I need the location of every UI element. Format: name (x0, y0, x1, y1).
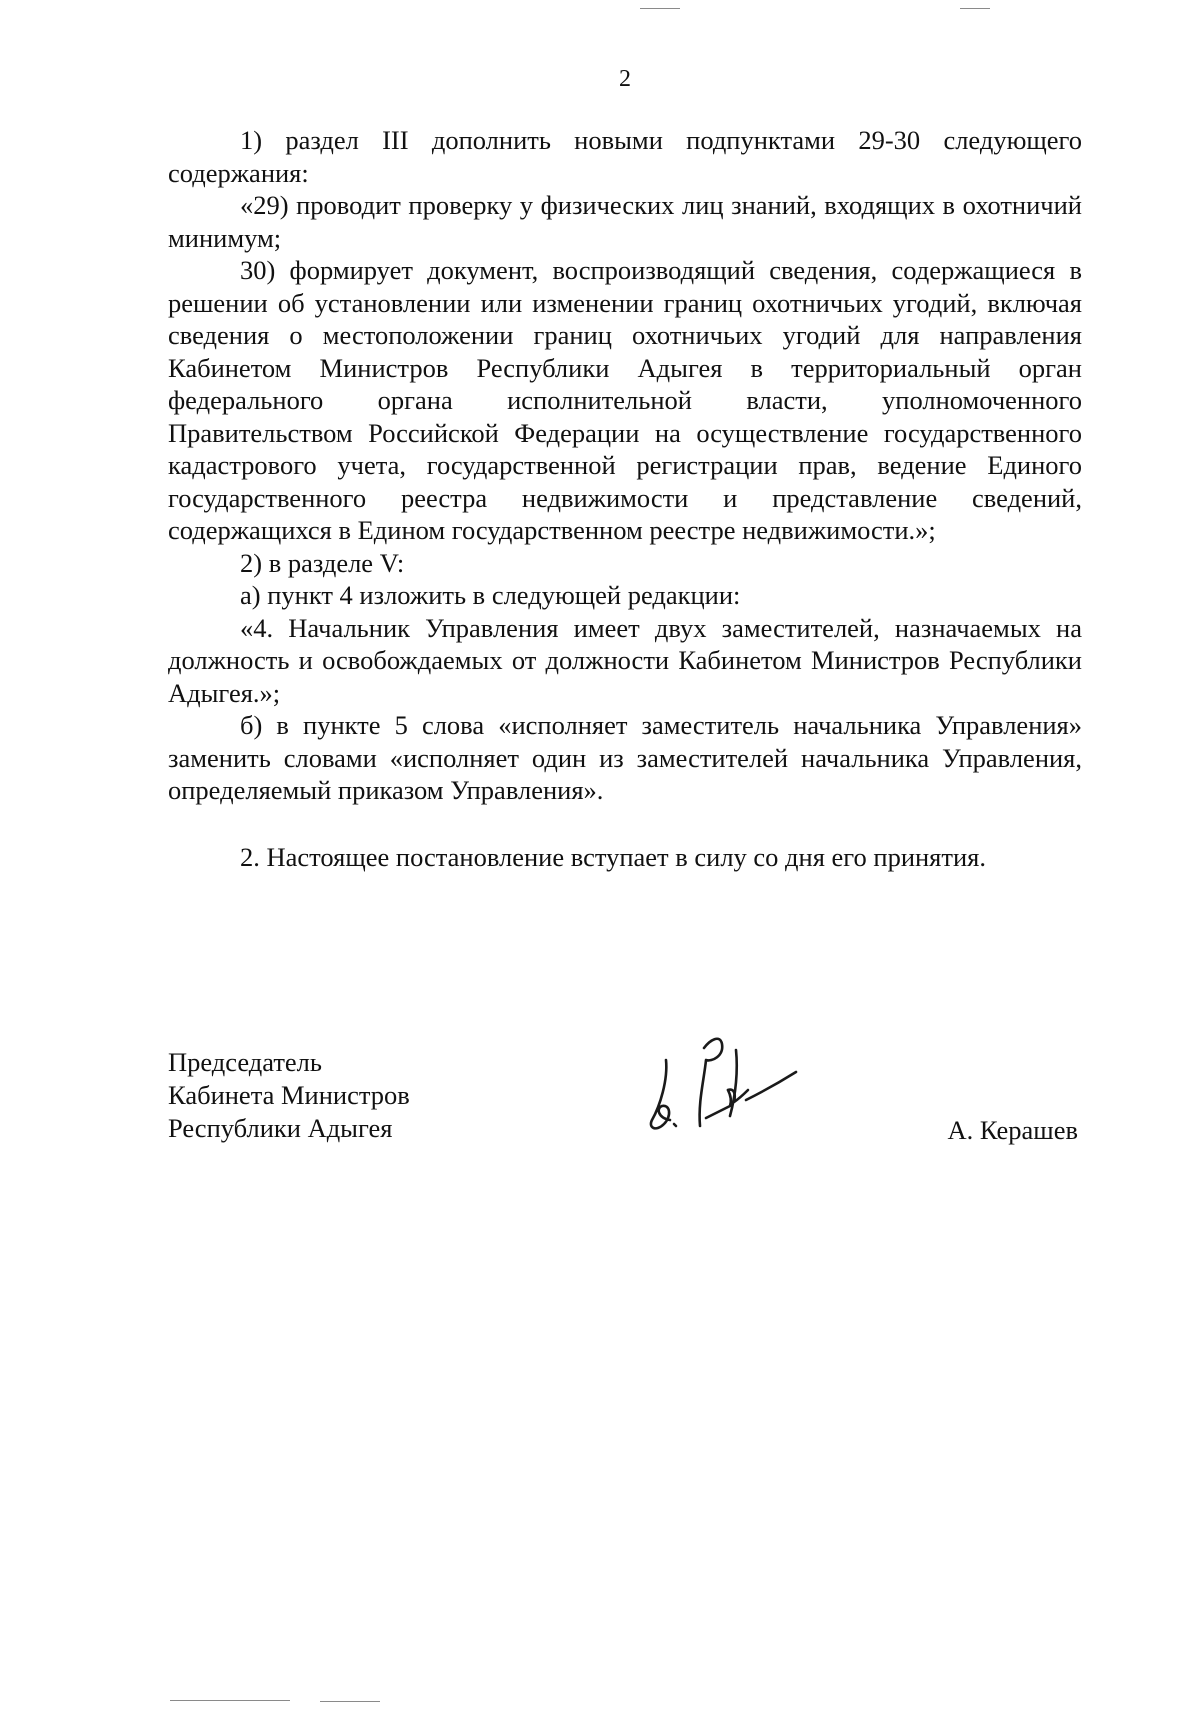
amendment-subitem-30: 30) формирует документ, воспроизводящий сведения, содержащиеся в решении об установлении или изменении границ охотничьих угодий, включая сведения о местоположении границ охотничьих угодий для направления Кабинетом Министров Республики Адыгея в территориальный орган федерального органа исполнительной власти, уполномоченного Правительством Российской Федерации на осуществление государственного кадастрового учета, государственной регистрации прав, ведение Единого государственного реестра недвижимости и представление сведений, содержащихся в Едином государственном реестре недвижимости.»; (168, 255, 1082, 545)
scan-artifact (320, 1701, 380, 1702)
amendment-item-2b-text: б) в пункте 5 слова «исполняет заместитель начальника Управления» заменить словами «исполняет один из заместителей начальника Управления, определяемый приказом Управления». (168, 710, 1082, 805)
signatory-title-line: Председатель (168, 1047, 322, 1077)
signatory-title (168, 1046, 410, 1145)
signatory-title-line: Республики Адыгея (168, 1113, 393, 1143)
signature-stroke (674, 1124, 676, 1126)
scan-artifact (170, 1700, 290, 1701)
signature-stroke (746, 1072, 796, 1100)
signatory-title-line: Кабинета Министров (168, 1080, 410, 1110)
handwritten-signature (640, 1010, 820, 1140)
scan-artifact (640, 8, 680, 9)
signature-stroke (706, 1090, 731, 1118)
resolution-clause-2: 2. Настоящее постановление вступает в силу со дня его принятия. (240, 841, 986, 872)
amendment-subitem-29: «29) проводит проверку у физических лиц знаний, входящих в охотничий минимум; (168, 190, 1082, 253)
scan-artifact (960, 8, 990, 9)
page-number: 2 (619, 66, 631, 92)
signature-stroke (651, 1060, 670, 1128)
document-body (168, 124, 1082, 873)
amendment-item-2a-text: «4. Начальник Управления имеет двух заместителей, назначаемых на должность и освобождаемых от должности Кабинетом Министров Республики Адыгея.»; (168, 612, 1082, 708)
amendment-item-2a-intro: а) пункт 4 изложить в следующей редакции: (240, 580, 741, 610)
amendment-item-1-intro: 1) раздел III дополнить новыми подпунктами 29-30 следующего содержания: (168, 125, 1082, 188)
amendment-item-2-intro: 2) в разделе V: (240, 547, 405, 578)
signatory-name: А. Керашев (947, 1115, 1078, 1145)
